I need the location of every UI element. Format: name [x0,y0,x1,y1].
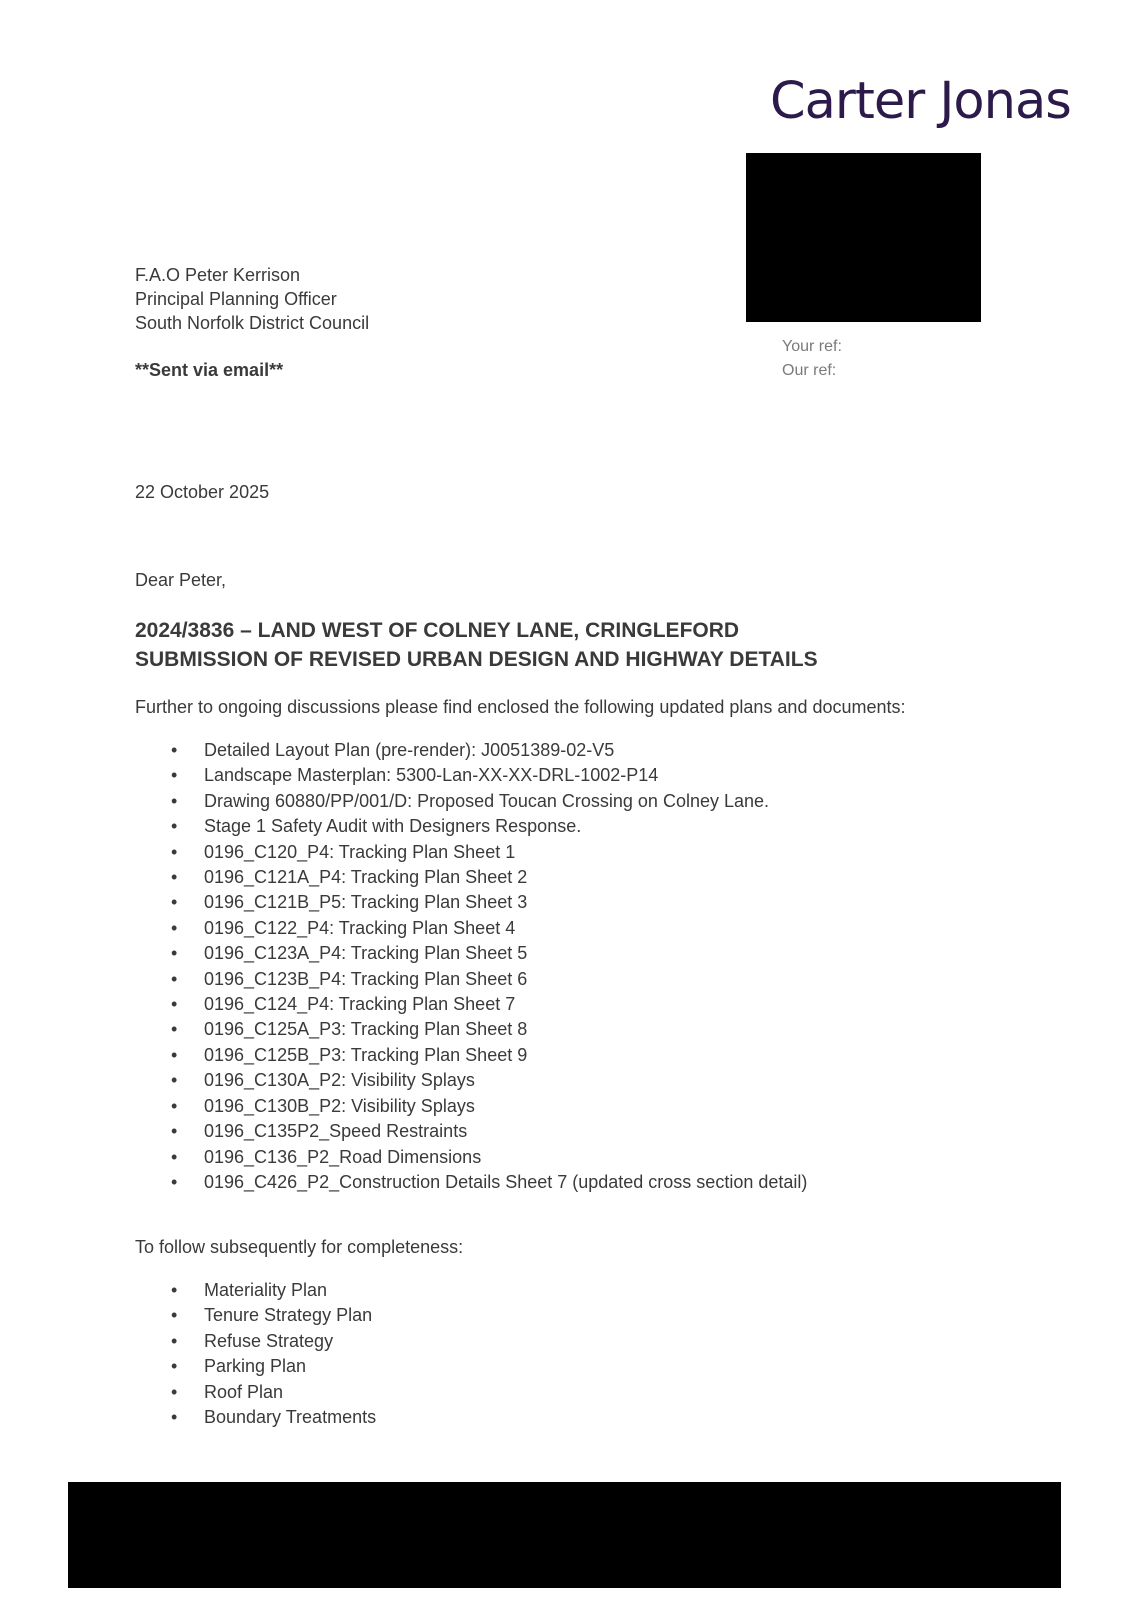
subject-line-1: 2024/3836 – LAND WEST OF COLNEY LANE, CRINGLEFORD [135,619,740,642]
sent-via-note: **Sent via email** [135,360,284,380]
list-item: • Landscape Masterplan: 5300-Lan-XX-XX-DRL-1002-P14 [135,763,807,788]
list-item: • Materiality Plan [135,1278,376,1303]
list-item: • 0196_C136_P2_Road Dimensions [135,1145,807,1170]
list-item: • 0196_C135P2_Speed Restraints [135,1119,807,1144]
letter-subject [135,616,818,674]
letter-date: 22 October 2025 [135,482,270,502]
reference-block [782,335,842,383]
list-item: • Tenure Strategy Plan [135,1303,376,1328]
list-item: • 0196_C123B_P4: Tracking Plan Sheet 6 [135,967,807,992]
list-item: • 0196_C123A_P4: Tracking Plan Sheet 5 [135,941,807,966]
follow-up-intro: To follow subsequently for completeness: [135,1237,464,1257]
list-item: • 0196_C121B_P5: Tracking Plan Sheet 3 [135,890,807,915]
list-item: • 0196_C125B_P3: Tracking Plan Sheet 9 [135,1043,807,1068]
list-item: • Roof Plan [135,1380,376,1405]
list-item: • 0196_C426_P2_Construction Details Sheet 7 (updated cross section detail) [135,1170,807,1195]
subject-line-2: SUBMISSION OF REVISED URBAN DESIGN AND HIGHWAY DETAILS [135,648,818,671]
recipient-line: Principal Planning Officer [135,289,337,309]
intro-paragraph: Further to ongoing discussions please find enclosed the following updated plans and documents: [135,697,906,717]
list-item: • 0196_C130A_P2: Visibility Splays [135,1068,807,1093]
list-item: • Boundary Treatments [135,1405,376,1430]
salutation: Dear Peter, [135,570,227,590]
list-item: • Stage 1 Safety Audit with Designers Response. [135,814,807,839]
company-logo: Carter Jonas [770,72,1071,131]
list-item: • 0196_C124_P4: Tracking Plan Sheet 7 [135,992,807,1017]
list-item: • 0196_C122_P4: Tracking Plan Sheet 4 [135,916,807,941]
enclosed-documents-list [135,738,807,1195]
list-item: • Detailed Layout Plan (pre-render): J0051389-02-V5 [135,738,807,763]
redacted-address-block [746,153,981,322]
list-item: • 0196_C120_P4: Tracking Plan Sheet 1 [135,840,807,865]
redacted-footer [68,1482,1061,1588]
list-item: • 0196_C125A_P3: Tracking Plan Sheet 8 [135,1017,807,1042]
recipient-line: F.A.O Peter Kerrison [135,265,301,285]
list-item: • 0196_C121A_P4: Tracking Plan Sheet 2 [135,865,807,890]
list-item: • 0196_C130B_P2: Visibility Splays [135,1094,807,1119]
list-item: • Refuse Strategy [135,1329,376,1354]
follow-up-documents-list [135,1278,376,1430]
list-item: • Parking Plan [135,1354,376,1379]
your-ref-label: Your ref: [782,338,842,355]
our-ref-label: Our ref: [782,362,837,379]
recipient-line: South Norfolk District Council [135,313,370,333]
recipient-address [135,263,369,335]
list-item: • Drawing 60880/PP/001/D: Proposed Toucan Crossing on Colney Lane. [135,789,807,814]
